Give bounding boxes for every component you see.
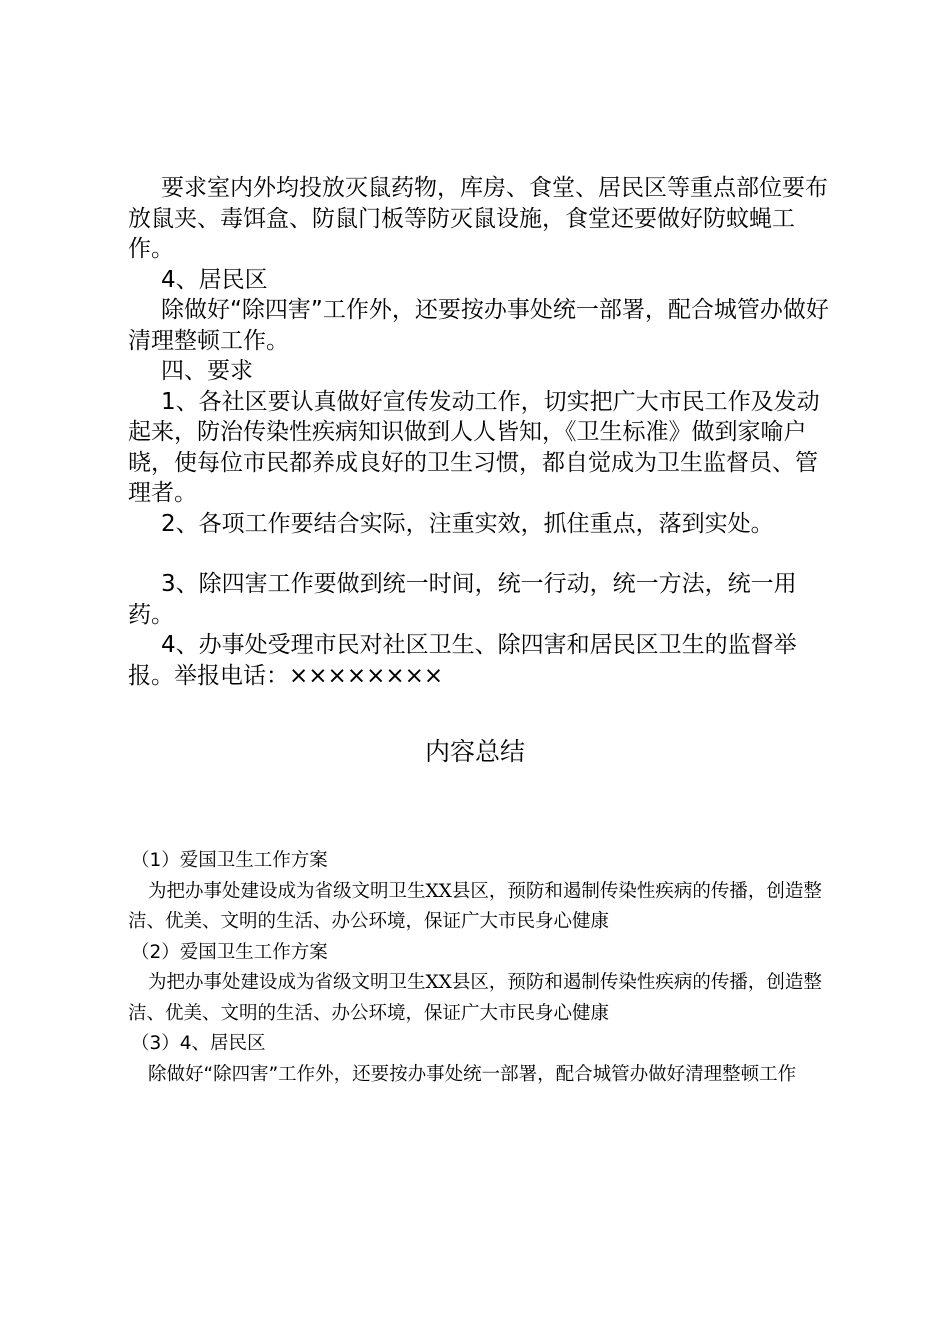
summary-section bbox=[128, 846, 853, 1090]
summary-item-heading: （1）爱国卫生工作方案 bbox=[131, 850, 328, 871]
summary-item-heading: （3）4、居民区 bbox=[131, 1033, 266, 1054]
summary-text-after: 县区，预防和遏制传染性疾病的传播，创造整洁、优美、文明的生活、办公环境，保证广大市民身心健康 bbox=[128, 972, 822, 1024]
section-heading-residential: 4、居民区 bbox=[161, 266, 268, 293]
summary-text-before: 为把办事处建设成为省级文明卫生 bbox=[148, 972, 426, 993]
summary-item-heading: （2）爱国卫生工作方案 bbox=[131, 941, 328, 963]
summary-item-text bbox=[128, 877, 853, 938]
requirement-item-3: 3、除四害工作要做到统一时间，统一行动，统一方法，统一用药。 bbox=[128, 571, 797, 628]
main-body bbox=[128, 173, 830, 691]
summary-placeholder: XX bbox=[425, 972, 452, 993]
requirement-item-4: 4、办事处受理市民对社区卫生、除四害和居民区卫生的监督举报。举报电话：×××××××× bbox=[128, 632, 797, 689]
paragraph-residential: 除做好“除四害”工作外，还要按办事处统一部署，配合城管办做好清理整顿工作。 bbox=[128, 297, 829, 354]
summary-text-after: 县区，预防和遏制传染性疾病的传播，创造整洁、优美、文明的生活、办公环境，保证广大市民身心健康 bbox=[128, 880, 822, 932]
summary-placeholder: XX bbox=[425, 880, 452, 902]
summary-item-text: 除做好“除四害”工作外，还要按办事处统一部署，配合城管办做好清理整顿工作 bbox=[148, 1063, 797, 1085]
section-heading-requirements: 四、要求 bbox=[161, 358, 253, 384]
summary-item-text bbox=[128, 968, 853, 1029]
summary-title: 内容总结 bbox=[424, 737, 525, 766]
requirement-item-1: 1、各社区要认真做好宣传发动工作，切实把广大市民工作及发动起来，防治传染性疾病知识做到人人皆知，《卫生标准》做到家喻户晓，使每位市民都养成良好的卫生习惯，都自觉成为卫生监督员、管理者。 bbox=[128, 388, 820, 506]
requirement-item-2: 2、各项工作要结合实际，注重实效，抓住重点，落到实处。 bbox=[161, 510, 774, 537]
summary-text-before: 为把办事处建设成为省级文明卫生 bbox=[148, 880, 426, 902]
paragraph-rodent-control: 要求室内外均投放灭鼠药物，库房、食堂、居民区等重点部位要布放鼠夹、毒饵盒、防鼠门板等防灭鼠设施，食堂还要做好防蚊蝇工作。 bbox=[128, 175, 828, 262]
